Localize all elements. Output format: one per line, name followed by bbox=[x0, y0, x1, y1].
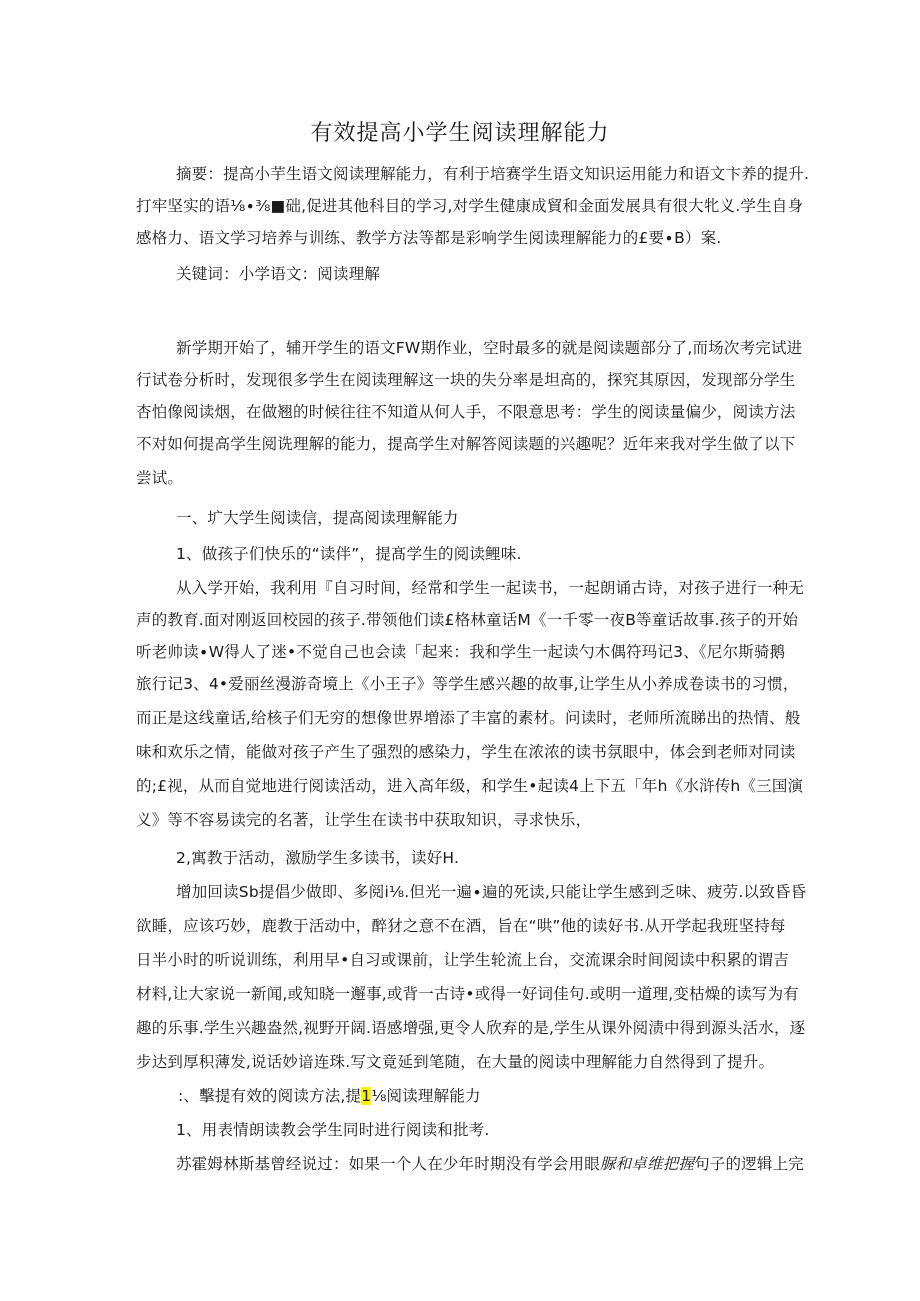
paragraph-line: 味和欢乐之情，能做对孩子产生了强烈的感染力，学生在浓浓的读书氛眼中，体会到老师对同读 bbox=[136, 743, 796, 761]
paragraph-line: 不对如何提高学生阅诜理解的能力，提高学生对解答阅读题的兴趣呢？近年来我对学生做了以下 bbox=[136, 435, 796, 453]
paragraph-line: 日半小时的听说训练，利用早•自习或课前，让学生轮流上台，交流课余时间阅读中积累的谓吉 bbox=[136, 951, 790, 969]
highlight-mark: 1 bbox=[361, 1087, 372, 1105]
abstract-line-1: 摘要：提高小芋生语文阅读理解能力，有利于培赛学生语文知识运用能力和语文卞养的提升. bbox=[176, 165, 810, 183]
paragraph-line: 趣的乐事.学生兴趣盎然,视野开阔.语感增强,更令人欣弃的是,学生从课外阅渍中得到源头活水，逐 bbox=[136, 1019, 806, 1037]
paragraph-line bbox=[176, 1152, 805, 1174]
italic-text: 脲和卓维把握 bbox=[599, 1155, 695, 1173]
section-heading-2 bbox=[178, 1084, 786, 1106]
paragraph-line: 旅行记3、4•爱丽丝漫游奇境上《小王子》等学生感兴趣的故事,让学生从小养成卷读书的习惯， bbox=[136, 675, 799, 693]
paragraph-line: 材料,让大家说一新闻,或知晓一邂事,或背一古诗•或得一好词佳句.或明一道理,变枯燥的读写为有 bbox=[136, 985, 799, 1003]
subsection-heading-1: 1、做孩子们快乐的“读伴”，提髙学生的阅读鲤味. bbox=[176, 545, 522, 563]
paragraph-line: 增加回读Sb提倡少做即、多阅i⅛.但光一遍∙遍的死读,只能让学生感到乏味、疲劳.以致昏昏 bbox=[176, 883, 807, 901]
paragraph-line: 从入学开始，我利用『自习时间，经常和学生一起读书，一起朗诵古诗，对孩子进行一种无 bbox=[176, 579, 805, 597]
heading-prefix: :、擊提有效的阅读方法,提 bbox=[178, 1087, 362, 1105]
keywords-line: 关键词：小学语文：阅读理解 bbox=[176, 265, 381, 283]
heading-suffix: ⅛阅读理解能力 bbox=[371, 1087, 481, 1105]
paragraph-line: 欲睡，应该巧妙，鹿教于活动中，醉犲之意不在酒，旨在“哄”他的读好书.从开学起我班坚持每 bbox=[136, 917, 786, 935]
paragraph-line: 杏怕像阅读烟，在做翘的时候往往不知道从何人手，不限意思考：学生的阅读量偏少，阅读方法 bbox=[136, 403, 796, 421]
paragraph-line: 尝试。 bbox=[136, 469, 184, 487]
subsection-heading-2: 2,寓教于活动，激励学生多读书，读好H. bbox=[176, 849, 460, 867]
paragraph-line: 而正是这线童话,给核子们无穷的想像世界増添了丰富的素材。问读时，老师所流睇出的热情、般 bbox=[136, 709, 801, 727]
paragraph-line: 行试卷分析时，发现很多学生在阅读理解这一块的失分率是坦高的，探究其原因，发现部分学生 bbox=[136, 371, 796, 389]
abstract-line-3: 感格力、语文学习培养与训练、教学方法等都是彩响学生阅读理解能力的£要∙B）案. bbox=[136, 229, 722, 247]
page-title: 有效提高小学生阅读理解能力 bbox=[310, 121, 610, 146]
paragraph-line: 新学期开始了，辅开学生的语文FW期作业，空时最多的就是阅读题部分了,而场次考完试进 bbox=[176, 339, 803, 357]
paragraph-line: 声的教育.面对刚返回校园的孩子.带领他们读£格林童话M《一千零一夜B等童话故事.孩子的开始 bbox=[136, 611, 799, 629]
subsection-heading-3: 1、用表情朗读教会学生同时进行阅读和批考. bbox=[176, 1121, 490, 1139]
paragraph-line: 义》等不容易读完的名著，让学生在读书中获取知识，寻求快乐， bbox=[136, 811, 592, 829]
paragraph-line: 听老帅读∙W得人了迷•不觉自己也会读「起来：我和学生一起读勺木偶符玛记3、《尼尔斯骑鹅 bbox=[136, 643, 786, 661]
paragraph-line: 步达到厚积薄发,说话妙谙连珠.写文竟延到笔随，在大量的阅读中理解能力自然得到了提升。 bbox=[136, 1053, 775, 1071]
quote-tail: 句子的逻辑上完 bbox=[694, 1155, 805, 1173]
section-heading-1: 一、圹大学生阅读信，提高阅读理解能力 bbox=[176, 509, 459, 527]
abstract-line-2: 打牢坚实的语⅛∙⅜■础,促进其他科目的学习,对学生健康成貿和金面发展具有很大牝义.学生自身 bbox=[136, 197, 804, 215]
quote-text: 苏霍姆林斯基曾经说过：如果一个人在少年时期没有学会用眼 bbox=[176, 1155, 600, 1173]
paragraph-line: 的;£视，从而自觉地进行阅读活动，进入高年级，和学生•起读4上下五「年h《水浒传h《三国演 bbox=[136, 777, 804, 795]
